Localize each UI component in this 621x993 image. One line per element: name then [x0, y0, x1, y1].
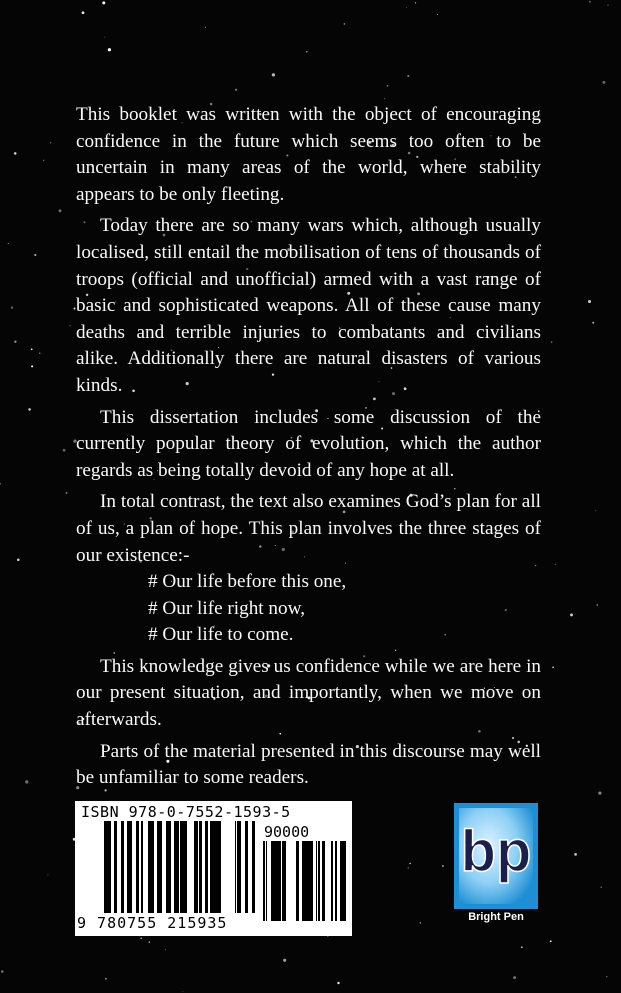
- blurb-list-item-1: # Our life before this one,: [148, 571, 347, 593]
- isbn-number: ISBN 978-0-7552-1593-5: [81, 803, 291, 821]
- blurb-paragraph-1: This booklet was written with the object of encouraging confidence in the future which seems too often to be uncertain in many areas of the world, where stability appears to be only fleeting.: [76, 104, 541, 205]
- publisher-name: Bright Pen: [468, 911, 524, 923]
- back-cover-blurb: [76, 102, 541, 792]
- price-barcode-bars: [263, 841, 347, 921]
- isbn-barcode: [75, 801, 352, 936]
- blurb-paragraph-5: This knowledge gives us confidence while we are here in our present situation, and importantly, when we move on afterwards.: [76, 655, 541, 731]
- blurb-list-item-2: # Our life right now,: [148, 597, 306, 619]
- logo-letters: bp: [460, 819, 532, 884]
- ean-number: 9 780755 215935: [77, 914, 228, 932]
- blurb-paragraph-6: Parts of the material presented in this discourse may well be unfamiliar to some readers.: [76, 740, 541, 789]
- price-code: 90000: [264, 823, 310, 841]
- publisher-logo: [454, 803, 538, 932]
- blurb-paragraph-3: This dissertation includes some discussion of the currently popular theory of evolution, which the author regards as being totally devoid of any hope at all.: [76, 406, 541, 481]
- bright-pen-logo-icon: [454, 803, 538, 909]
- blurb-list-item-3: # Our life to come.: [148, 624, 294, 646]
- barcode-bars: [95, 821, 255, 913]
- blurb-paragraph-2: Today there are so many wars which, although usually localised, still entail the mobilisation of tens of thousands of troops (official and unofficial) armed with a vast range of basic and sophisticated weapons. All of these cause many deaths and terrible injuries to combatants and civilians alike. Additionally there are natural disasters of various kinds.: [76, 215, 541, 396]
- blurb-paragraph-4: In total contrast, the text also examines God’s plan for all of us, a plan of hope. This plan involves the three stages of our existence:-: [76, 491, 541, 566]
